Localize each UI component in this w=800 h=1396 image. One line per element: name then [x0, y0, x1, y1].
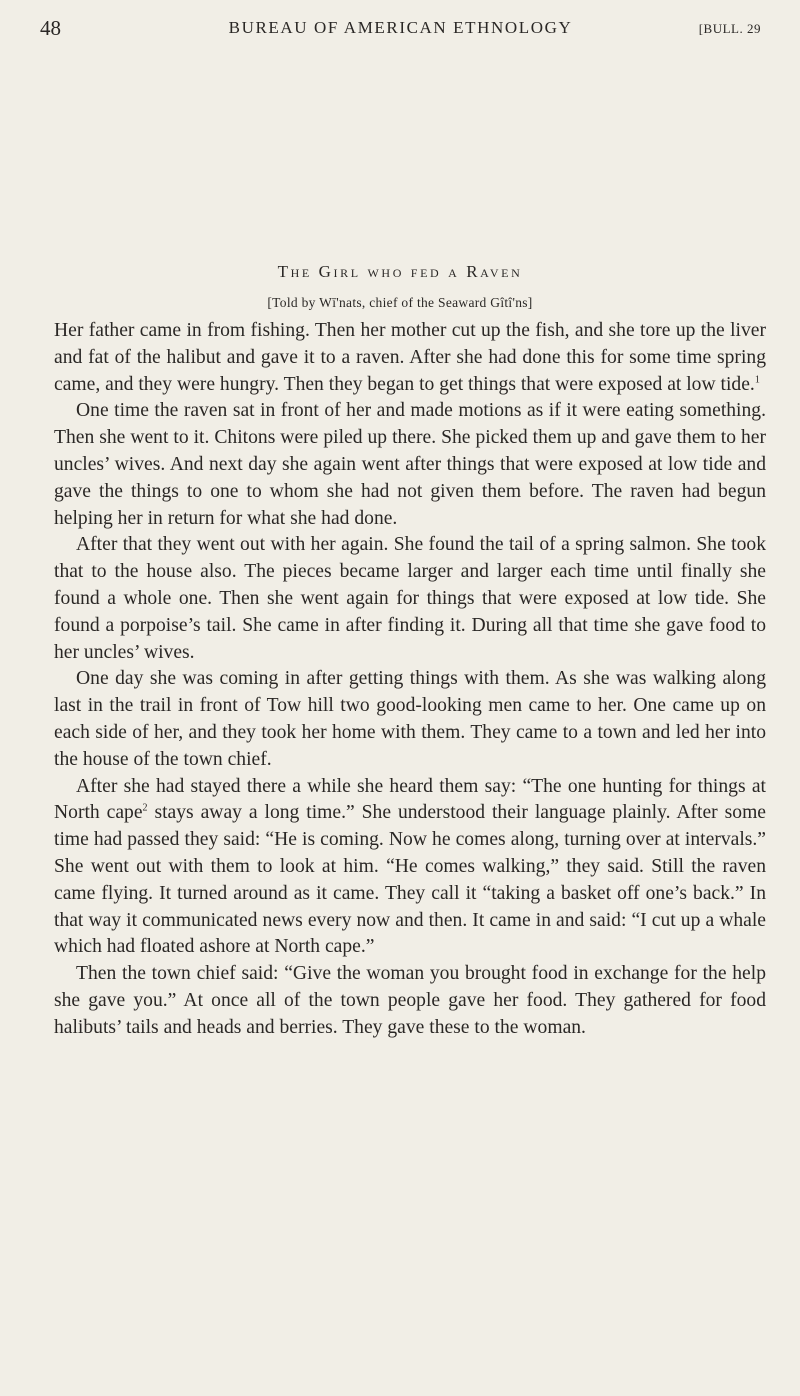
paragraph: Her father came in from fishing. Then her mother cut up the fish, and she tore up the liver and fat of the halibut and gave it to a raven. After she had done this for some time spring came, and they were hungry. Then they began to get things that were exposed at low tide.$^1$: [54, 320, 766, 395]
footnote-ref: 2: [142, 802, 148, 814]
running-head: BUREAU OF AMERICAN ETHNOLOGY: [228, 18, 573, 37]
paragraph: One time the raven sat in front of her and made motions as if it were eating something. Then she went to it. Chitons were piled up there. She picked them up and gave them to her uncles’ wives. And next day she again went after things that were exposed at low tide and gave the things to one to whom she had not given them before. The raven had begun helping her in return for what she had done.: [54, 400, 766, 529]
page-header: [40, 16, 761, 46]
paragraph: After that they went out with her again. She found the tail of a spring salmon. She took that to the house also. The pieces became larger and larger each time until finally she found a whole one. Then she went again for things that were exposed at low tide. She found a porpoise’s tail. She came in after finding it. During all that time she gave food to her uncles’ wives.: [54, 534, 766, 663]
paragraph: Then the town chief said: “Give the woman you brought food in exchange for the help she gave you.” At once all of the town people gave her food. They gathered for food halibuts’ tails and heads and berries. They gave these to the woman.: [54, 963, 766, 1038]
paragraph: One day she was coming in after getting things with them. As she was walking along last in the trail in front of Tow hill two good-looking men came to her. One came up on each side of her, and they took her home with them. They came to a town and led her into the house of the town chief.: [54, 668, 766, 770]
bulletin-number: [BULL. 29: [698, 21, 761, 36]
story-title: The Girl who fed a Raven: [277, 262, 523, 281]
page-number: 48: [40, 16, 61, 40]
paragraph: After she had stayed there a while she heard them say: “The one hunting for things at North cape$^2$ stays away a long time.” She understood their language plainly. After some time had passed they said: “He is coming. Now he comes along, turning over at intervals.” She went out with them to look at him. “He comes walking,” they said. Still the raven came flying. It turned around as it came. They call it “taking a basket off one’s back.” In that way it communicated news every now and then. It came in and said: “I cut up a whale which had floated ashore at North cape.”: [54, 775, 767, 958]
footnote-ref: 1: [754, 374, 760, 386]
story-attribution: [Told by Wī'nats, chief of the Seaward Gîtî'ns]: [267, 295, 533, 310]
story-body: [54, 318, 766, 1042]
